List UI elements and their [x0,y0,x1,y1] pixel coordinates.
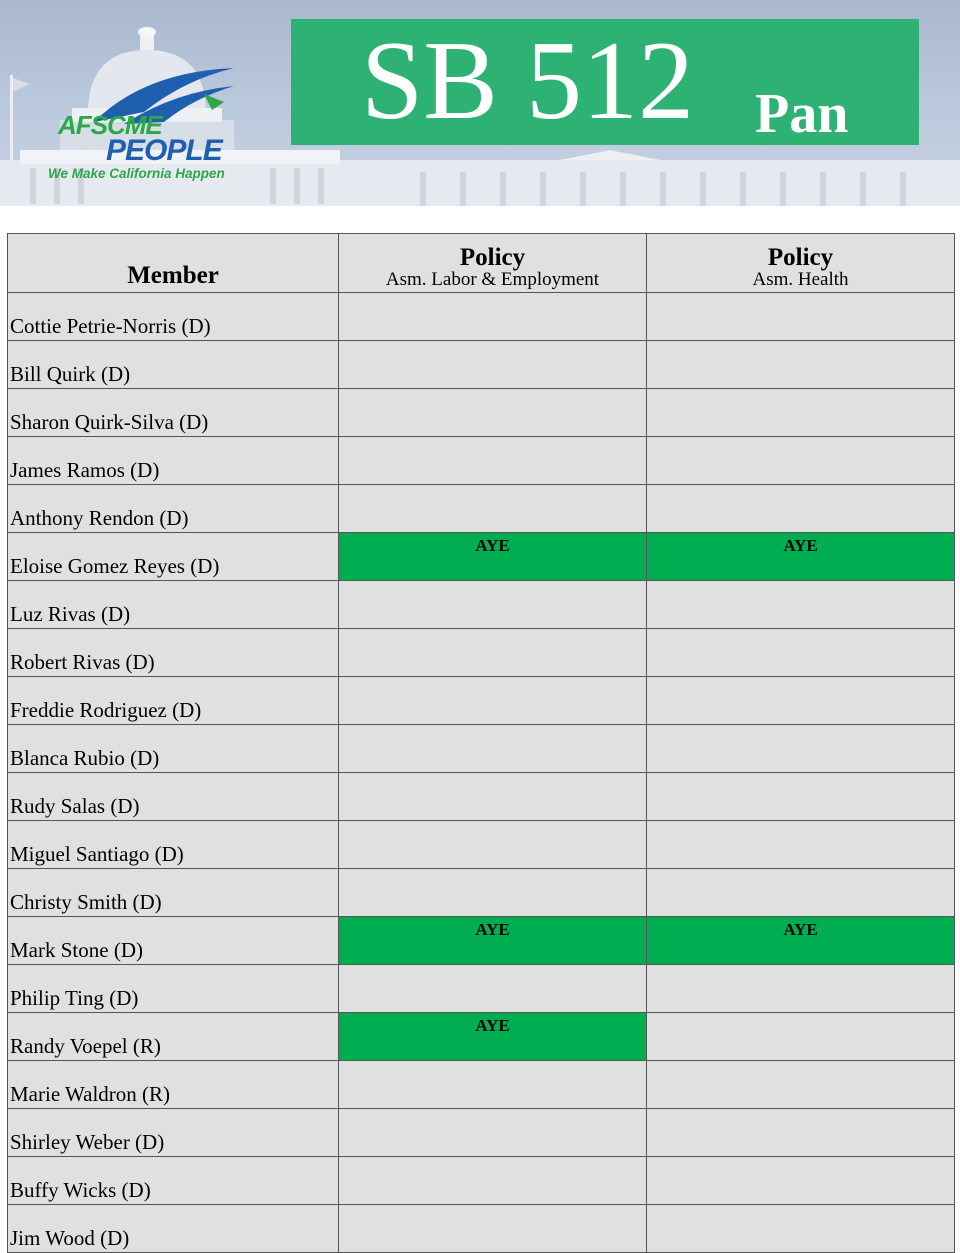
vote-cell [647,581,955,629]
vote-cell [647,1013,955,1061]
member-name: Shirley Weber (D) [8,1109,339,1157]
member-name: Robert Rivas (D) [8,629,339,677]
column-committee: Asm. Health [752,269,849,290]
vote-cell [647,677,955,725]
table-row [8,1157,955,1205]
vote-cell [339,437,647,485]
table-row [8,485,955,533]
table-row [8,1109,955,1157]
vote-cell [647,341,955,389]
member-name: Bill Quirk (D) [8,341,339,389]
member-name: Freddie Rodriguez (D) [8,677,339,725]
table-row [8,629,955,677]
table-row [8,1013,955,1061]
vote-cell [647,485,955,533]
header-banner [0,0,960,206]
vote-cell [339,773,647,821]
vote-cell [339,677,647,725]
vote-cell [647,1061,955,1109]
member-name: Rudy Salas (D) [8,773,339,821]
vote-cell [339,965,647,1013]
member-name: James Ramos (D) [8,437,339,485]
column-header-health [647,234,955,293]
vote-cell [339,821,647,869]
member-name: Philip Ting (D) [8,965,339,1013]
vote-cell [339,725,647,773]
table-row [8,293,955,341]
vote-cell [339,1157,647,1205]
logo-tagline: We Make California Happen [48,166,225,181]
member-column-header: Member [8,234,339,293]
vote-cell [339,1109,647,1157]
vote-cell [647,437,955,485]
vote-cell: AYE [647,917,955,965]
bill-author: Pan [755,83,849,145]
vote-table [7,233,955,1253]
table-row [8,965,955,1013]
vote-cell [339,869,647,917]
table-header-row [8,234,955,293]
table-row [8,389,955,437]
table-row [8,533,955,581]
table-row [8,869,955,917]
member-name: Blanca Rubio (D) [8,725,339,773]
vote-cell [339,341,647,389]
vote-cell [647,629,955,677]
member-name: Miguel Santiago (D) [8,821,339,869]
vote-cell [647,869,955,917]
table-row [8,341,955,389]
vote-cell [339,1205,647,1253]
vote-cell: AYE [339,917,647,965]
member-name: Cottie Petrie-Norris (D) [8,293,339,341]
vote-cell: AYE [647,533,955,581]
vote-cell [339,293,647,341]
table-row [8,677,955,725]
vote-cell [339,581,647,629]
vote-cell [647,389,955,437]
member-name: Eloise Gomez Reyes (D) [8,533,339,581]
vote-cell [647,773,955,821]
afscme-people-logo [44,62,274,192]
table-row [8,821,955,869]
member-name: Buffy Wicks (D) [8,1157,339,1205]
vote-cell [647,821,955,869]
member-name: Jim Wood (D) [8,1205,339,1253]
member-name: Luz Rivas (D) [8,581,339,629]
vote-cell [647,1109,955,1157]
bill-title-box [291,19,919,145]
table-row [8,725,955,773]
member-name: Christy Smith (D) [8,869,339,917]
logo-afscme-text: AFSCME [58,110,162,140]
vote-cell [339,629,647,677]
vote-cell: AYE [339,1013,647,1061]
table-row [8,917,955,965]
member-name: Sharon Quirk-Silva (D) [8,389,339,437]
vote-cell: AYE [339,533,647,581]
vote-cell [647,965,955,1013]
column-header-labor [339,234,647,293]
vote-cell [647,1205,955,1253]
member-name: Mark Stone (D) [8,917,339,965]
table-row [8,1061,955,1109]
member-name: Marie Waldron (R) [8,1061,339,1109]
vote-cell [647,725,955,773]
table-row [8,773,955,821]
table-row [8,581,955,629]
vote-cell [339,485,647,533]
vote-cell [647,293,955,341]
vote-cell [339,389,647,437]
table-row [8,437,955,485]
member-name: Anthony Rendon (D) [8,485,339,533]
table-row [8,1205,955,1253]
logo-people-text: PEOPLE [106,134,222,167]
column-title: Policy [767,244,834,271]
column-title: Policy [459,244,526,271]
column-committee: Asm. Labor & Employment [385,269,600,290]
vote-cell [647,1157,955,1205]
bill-number: SB 512 [361,19,694,143]
member-name: Randy Voepel (R) [8,1013,339,1061]
vote-cell [339,1061,647,1109]
